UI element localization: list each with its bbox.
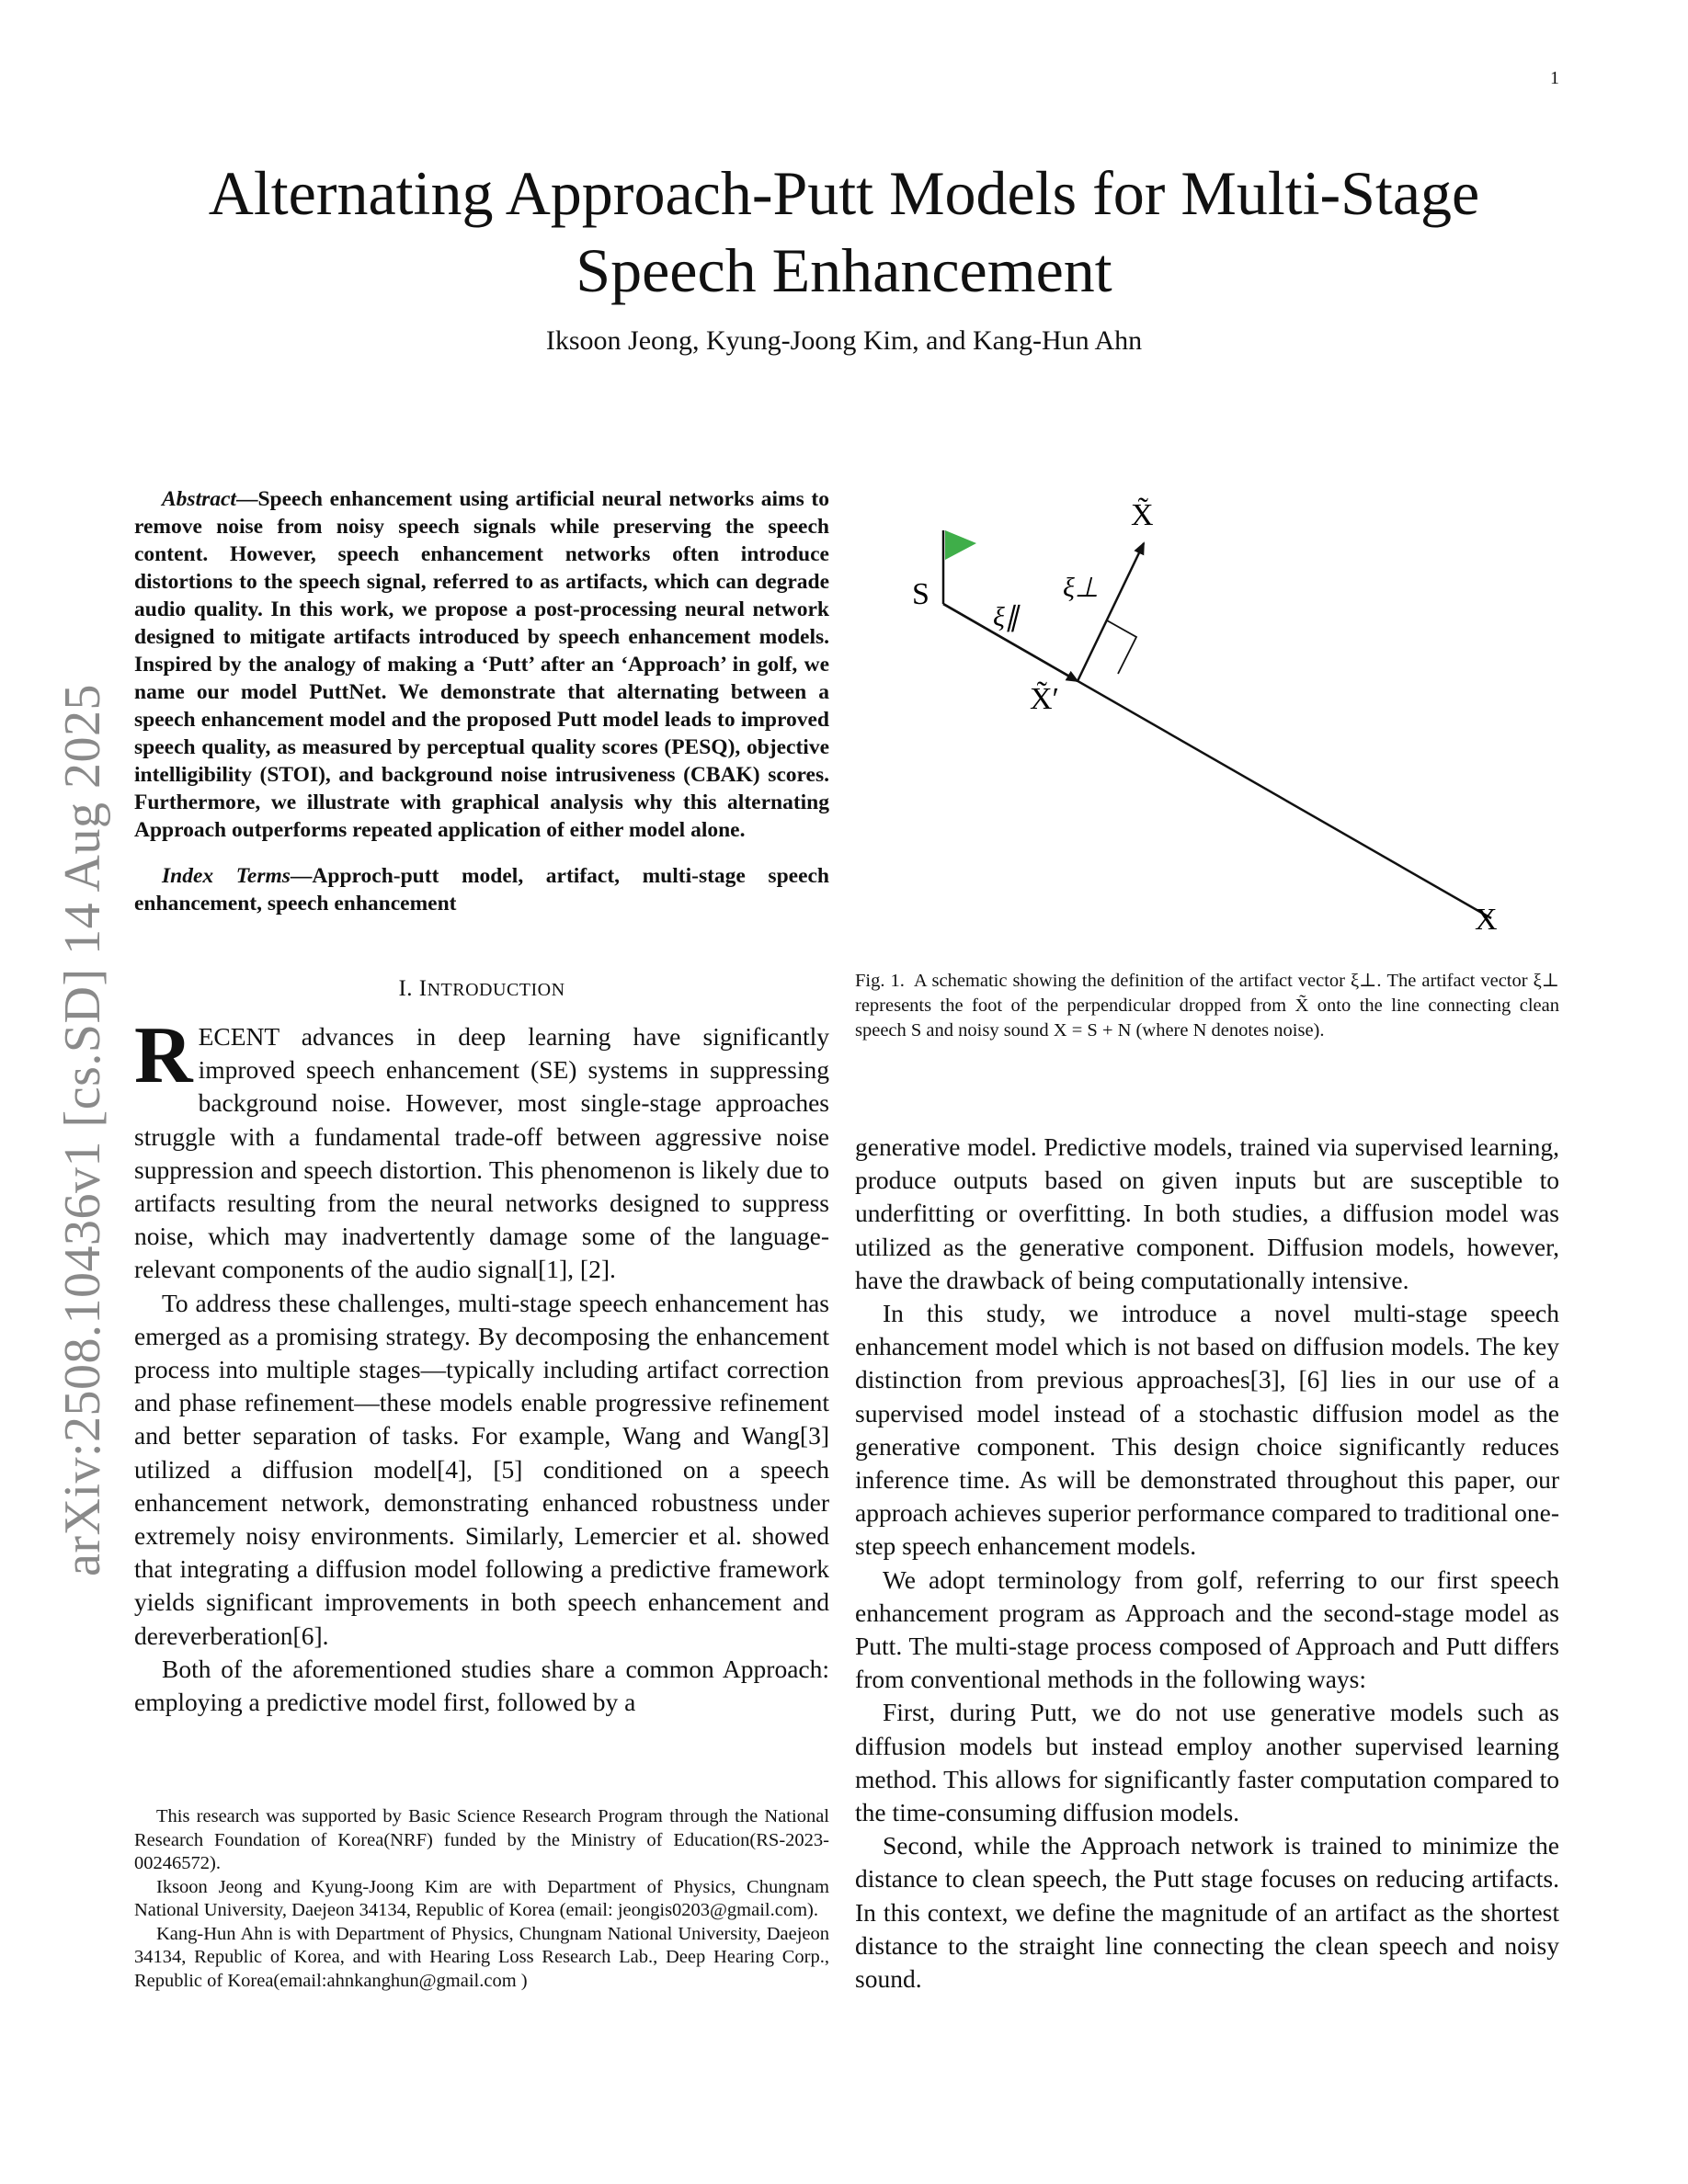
footnote-funding: This research was supported by Basic Science Research Program through the National Research Foundation of Korea(NRF) funded by the Ministry of Education(RS-2023-00246572). bbox=[134, 1806, 829, 1873]
abstract-lead: Abstract bbox=[162, 487, 236, 511]
figure-caption bbox=[855, 969, 1559, 1043]
xi-perp-arrow bbox=[1078, 543, 1144, 681]
footnotes bbox=[134, 1805, 829, 1993]
right-paragraph-5: Second, while the Approach network is trained to minimize the distance to clean speech, the Putt stage focuses on reducing artifacts. In this context, we define the magnitude of an artifact as the shortest distance to the straight line connecting the clean speech and noisy sound. bbox=[855, 1831, 1559, 1994]
title-line-1: Alternating Approach-Putt Models for Multi-Stage bbox=[208, 158, 1480, 228]
intro-p1-text: ECENT advances in deep learning have significantly improved speech enhancement (SE) systems in suppressing background noise. However, most single-stage approaches struggle with a fundamental trade-off between aggressive noise suppression and speech distortion. This phenomenon is likely due to artifacts resulting from the neural networks designed to suppress noise, which may inadvertently damage some of the language-relevant components of the audio signal[1], [2]. bbox=[134, 1022, 829, 1284]
label-xi-parallel: ξ∥ bbox=[993, 602, 1019, 632]
right-paragraph-3: We adopt terminology from golf, referring to our first speech enhancement program as Approach and the second-stage model as Putt. The multi-stage process composed of Approach and Putt differs from conventional methods in the following ways: bbox=[855, 1564, 1559, 1694]
label-x-tilde-prime: X̃′ bbox=[1030, 682, 1059, 716]
author-list: Iksoon Jeong, Kyung-Joong Kim, and Kang-Hun Ahn bbox=[545, 325, 1143, 356]
label-x: X bbox=[1475, 903, 1498, 937]
flag-icon bbox=[945, 530, 976, 560]
drop-cap: R bbox=[134, 1011, 193, 1100]
left-column bbox=[134, 485, 829, 1719]
intro-paragraph-3: Both of the aforementioned studies share a common Approach: employing a predictive model first, followed by a bbox=[134, 1654, 829, 1717]
intro-paragraph-1 bbox=[134, 1011, 829, 1287]
label-xi-perp: ξ⊥ bbox=[1063, 573, 1099, 603]
label-s: S bbox=[912, 577, 930, 611]
label-x-tilde: X̃ bbox=[1131, 498, 1154, 532]
intro-paragraph-2: To address these challenges, multi-stage speech enhancement has emerged as a promising strategy. By decomposing the enhancement process into multiple stages—typically including artifact correction and phase refinement—these models enable progressive refinement and better separation of tasks. For example, Wang and Wang[3] utilized a diffusion model[4], [5] conditioned on a speech enhancement network, demonstrating enhanced robustness under extremely noisy environments. Similarly, Lemercier et al. showed that integrating a diffusion model following a predictive framework yields significant improvements in both speech enhancement and dereverberation[6]. bbox=[134, 1288, 829, 1650]
footnote-affiliation-1: Iksoon Jeong and Kyung-Joong Kim are with Department of Physics, Chungnam National University, Daejeon 34134, Republic of Korea (email: jeongis0203@gmail.com). bbox=[134, 1876, 829, 1920]
abstract-text: —Speech enhancement using artificial neural networks aims to remove noise from noisy speech signals while preserving the speech content. However, speech enhancement networks often introduce distortions to the speech signal, referred to as artifacts, which can degrade audio quality. In this work, we propose a post-processing neural network designed to mitigate artifacts introduced by speech enhancement models. Inspired by the analogy of making a ‘Putt’ after an ‘Approach’ in golf, we name our model PuttNet. We demonstrate that alternating between a speech enhancement model and the proposed Putt model leads to improved speech quality, as measured by perceptual quality scores (PESQ), objective intelligibility (STOI), and background noise intrusiveness (CBAK) scores. Furthermore, we illustrate with graphical analysis why this alternating Approach outperforms repeated application of either model alone. bbox=[134, 487, 829, 842]
right-paragraph-2: In this study, we introduce a novel multi-stage speech enhancement model which is not based on diffusion models. The key distinction from previous approaches[3], [6] lies in our use of a supervised model instead of a stochastic diffusion model as the generative component. This design choice significantly reduces inference time. As will be demonstrated throughout this paper, our approach achieves superior performance compared to traditional one-step speech enhancement models. bbox=[855, 1299, 1559, 1561]
section-title-rest: NTRODUCTION bbox=[427, 980, 565, 1000]
right-paragraph-4: First, during Putt, we do not use generative models such as diffusion models but instead employ another supervised learning method. This allows for significantly faster computation compared to the time-consuming diffusion models. bbox=[855, 1698, 1559, 1827]
page-number: 1 bbox=[1550, 68, 1559, 88]
section-title-first: I bbox=[418, 976, 428, 1001]
section-number: I. bbox=[398, 976, 414, 1001]
right-angle-marker bbox=[1107, 620, 1136, 674]
section-heading-introduction bbox=[134, 976, 829, 1002]
title-line-2: Speech Enhancement bbox=[576, 235, 1112, 305]
paper-title bbox=[0, 154, 1688, 309]
abstract bbox=[134, 485, 829, 844]
right-column bbox=[855, 1131, 1559, 1996]
index-terms-text: —Approch-putt model, artifact, multi-stage speech enhancement, speech enhancement bbox=[134, 864, 829, 916]
index-terms bbox=[134, 862, 829, 917]
figure-label: Fig. 1. bbox=[855, 971, 905, 991]
index-terms-lead: Index Terms bbox=[162, 864, 291, 888]
right-paragraph-1: generative model. Predictive models, trained via supervised learning, produce outputs based on given inputs but are susceptible to underfitting or overfitting. In both studies, a diffusion model was utilized as the generative component. Diffusion models, however, have the drawback of being computationally intensive. bbox=[855, 1132, 1559, 1294]
footnote-affiliation-2: Kang-Hun Ahn is with Department of Physics, Chungnam National University, Daejeon 34134, Republic of Korea, and with Hearing Loss Research Lab., Deep Hearing Corp., Republic of Korea(email:ahnkanghun@gmail.com ) bbox=[134, 1923, 829, 1991]
figure-artifact-schematic bbox=[855, 483, 1572, 942]
figure-caption-text: A schematic showing the definition of the artifact vector ξ⊥. The artifact vector ξ⊥ represents the foot of the perpendicular dropped from X̃ onto the line connecting clean speech S and noisy sound X = S + N (where N denotes noise). bbox=[855, 971, 1559, 1041]
arxiv-sidebar-stamp: arXiv:2508.10436v1 [cs.SD] 14 Aug 2025 bbox=[54, 684, 111, 1576]
